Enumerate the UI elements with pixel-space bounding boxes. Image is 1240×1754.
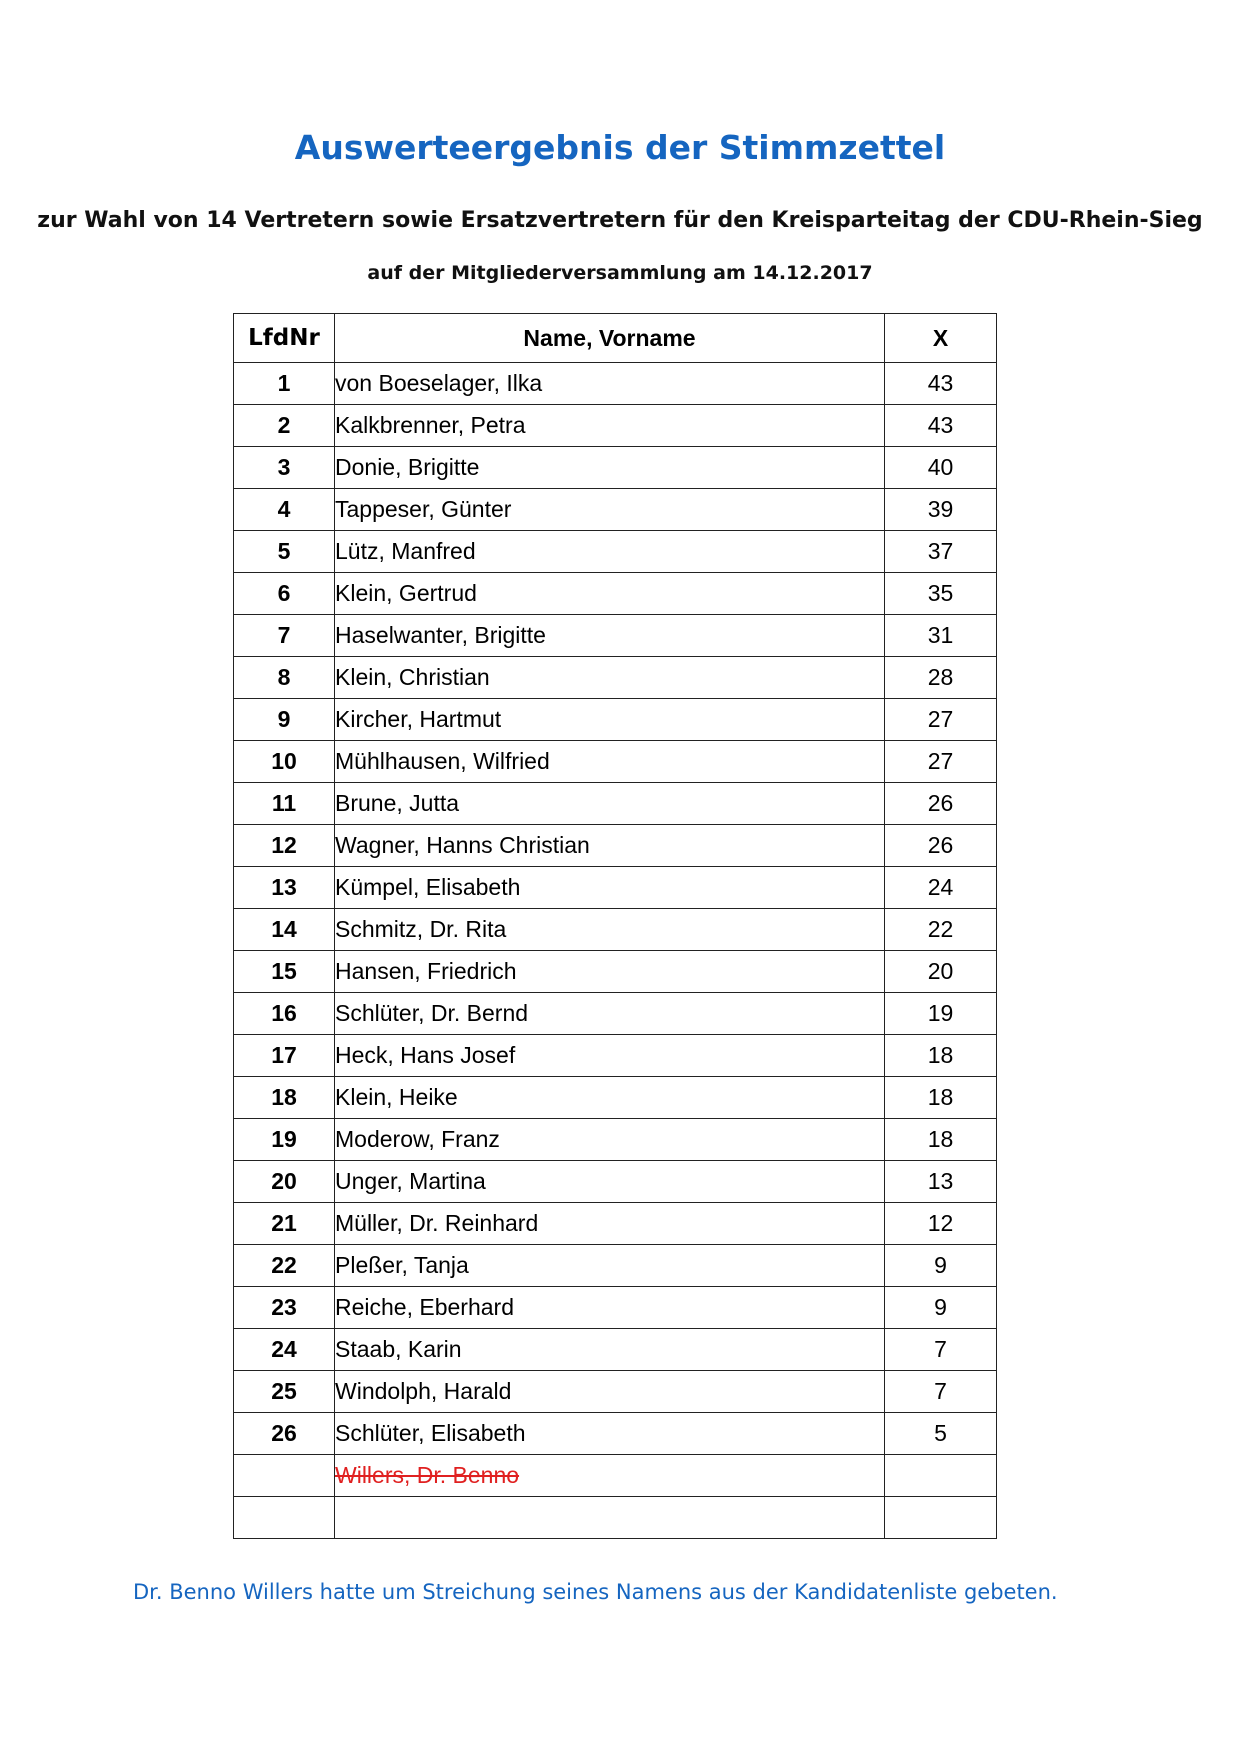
row-number [234,1497,335,1539]
vote-count: 43 [885,363,997,405]
page-subtitle: zur Wahl von 14 Vertretern sowie Ersatzvertretern für den Kreisparteitag der CDU-Rhein-Sieg [37,208,1203,233]
row-number: 17 [234,1035,335,1077]
vote-count: 18 [885,1035,997,1077]
candidate-name: Donie, Brigitte [335,447,885,489]
table-row [234,1497,997,1539]
table-row [234,1455,997,1497]
vote-count: 28 [885,657,997,699]
table-row [234,1077,997,1119]
row-number [234,1455,335,1497]
row-number: 9 [234,699,335,741]
candidate-name: Windolph, Harald [335,1371,885,1413]
row-number: 6 [234,573,335,615]
candidate-name: Kircher, Hartmut [335,699,885,741]
table-row [234,657,997,699]
row-number: 8 [234,657,335,699]
table-row [234,405,997,447]
candidate-name: Pleßer, Tanja [335,1245,885,1287]
vote-count: 12 [885,1203,997,1245]
candidate-name: Klein, Gertrud [335,573,885,615]
candidate-name: Klein, Christian [335,657,885,699]
table-row [234,783,997,825]
table-row [234,1245,997,1287]
vote-count: 37 [885,531,997,573]
table-row [234,1329,997,1371]
row-number: 25 [234,1371,335,1413]
vote-count: 9 [885,1287,997,1329]
footnote: Dr. Benno Willers hatte um Streichung seines Namens aus der Kandidatenliste gebeten. [133,1580,1058,1604]
row-number: 19 [234,1119,335,1161]
meeting-line: auf der Mitgliederversammlung am 14.12.2017 [367,262,873,284]
table-row [234,363,997,405]
vote-count: 27 [885,741,997,783]
table-row [234,573,997,615]
vote-count: 20 [885,951,997,993]
row-number: 3 [234,447,335,489]
table-row [234,741,997,783]
row-number: 18 [234,1077,335,1119]
candidate-name: Kalkbrenner, Petra [335,405,885,447]
candidate-name: Staab, Karin [335,1329,885,1371]
candidate-name: Moderow, Franz [335,1119,885,1161]
header-nr: LfdNr [234,314,335,363]
vote-count: 7 [885,1329,997,1371]
header-name: Name, Vorname [335,314,885,363]
table-row [234,951,997,993]
vote-count: 39 [885,489,997,531]
table-row [234,909,997,951]
table-row [234,615,997,657]
candidate-name: Unger, Martina [335,1161,885,1203]
vote-count: 26 [885,825,997,867]
vote-count: 19 [885,993,997,1035]
table-row [234,1413,997,1455]
candidate-name: Mühlhausen, Wilfried [335,741,885,783]
candidate-name: Lütz, Manfred [335,531,885,573]
table-row [234,993,997,1035]
vote-count: 31 [885,615,997,657]
table-row [234,489,997,531]
row-number: 10 [234,741,335,783]
row-number: 22 [234,1245,335,1287]
vote-count: 18 [885,1119,997,1161]
table-row [234,531,997,573]
row-number: 5 [234,531,335,573]
row-number: 20 [234,1161,335,1203]
vote-count: 9 [885,1245,997,1287]
candidate-name: Schlüter, Dr. Bernd [335,993,885,1035]
row-number: 12 [234,825,335,867]
header-votes: X [885,314,997,363]
vote-count [885,1497,997,1539]
table-row [234,1287,997,1329]
table-row [234,1371,997,1413]
vote-count: 18 [885,1077,997,1119]
vote-count: 35 [885,573,997,615]
table-row [234,867,997,909]
vote-count: 5 [885,1413,997,1455]
candidate-name: Hansen, Friedrich [335,951,885,993]
row-number: 15 [234,951,335,993]
candidate-name: Müller, Dr. Reinhard [335,1203,885,1245]
candidate-name: Tappeser, Günter [335,489,885,531]
table-row [234,825,997,867]
vote-count: 7 [885,1371,997,1413]
candidate-name: Reiche, Eberhard [335,1287,885,1329]
row-number: 23 [234,1287,335,1329]
row-number: 14 [234,909,335,951]
vote-count: 27 [885,699,997,741]
table-row [234,1161,997,1203]
results-table [233,313,997,1539]
row-number: 21 [234,1203,335,1245]
candidate-name: Schmitz, Dr. Rita [335,909,885,951]
page-title: Auswerteergebnis der Stimmzettel [294,128,946,167]
vote-count: 26 [885,783,997,825]
table-row [234,1203,997,1245]
candidate-name: Brune, Jutta [335,783,885,825]
table-header-row [234,314,997,363]
vote-count [885,1455,997,1497]
row-number: 24 [234,1329,335,1371]
row-number: 26 [234,1413,335,1455]
candidate-name: von Boeselager, Ilka [335,363,885,405]
row-number: 11 [234,783,335,825]
row-number: 4 [234,489,335,531]
vote-count: 24 [885,867,997,909]
vote-count: 22 [885,909,997,951]
vote-count: 43 [885,405,997,447]
vote-count: 40 [885,447,997,489]
row-number: 16 [234,993,335,1035]
row-number: 13 [234,867,335,909]
candidate-name: Willers, Dr. Benno [335,1455,885,1497]
candidate-name: Wagner, Hanns Christian [335,825,885,867]
vote-count: 13 [885,1161,997,1203]
table-row [234,699,997,741]
table-row [234,447,997,489]
table-row [234,1035,997,1077]
candidate-name [335,1497,885,1539]
candidate-name: Haselwanter, Brigitte [335,615,885,657]
row-number: 7 [234,615,335,657]
candidate-name: Klein, Heike [335,1077,885,1119]
candidate-name: Heck, Hans Josef [335,1035,885,1077]
table-row [234,1119,997,1161]
candidate-name: Schlüter, Elisabeth [335,1413,885,1455]
row-number: 1 [234,363,335,405]
row-number: 2 [234,405,335,447]
candidate-name: Kümpel, Elisabeth [335,867,885,909]
